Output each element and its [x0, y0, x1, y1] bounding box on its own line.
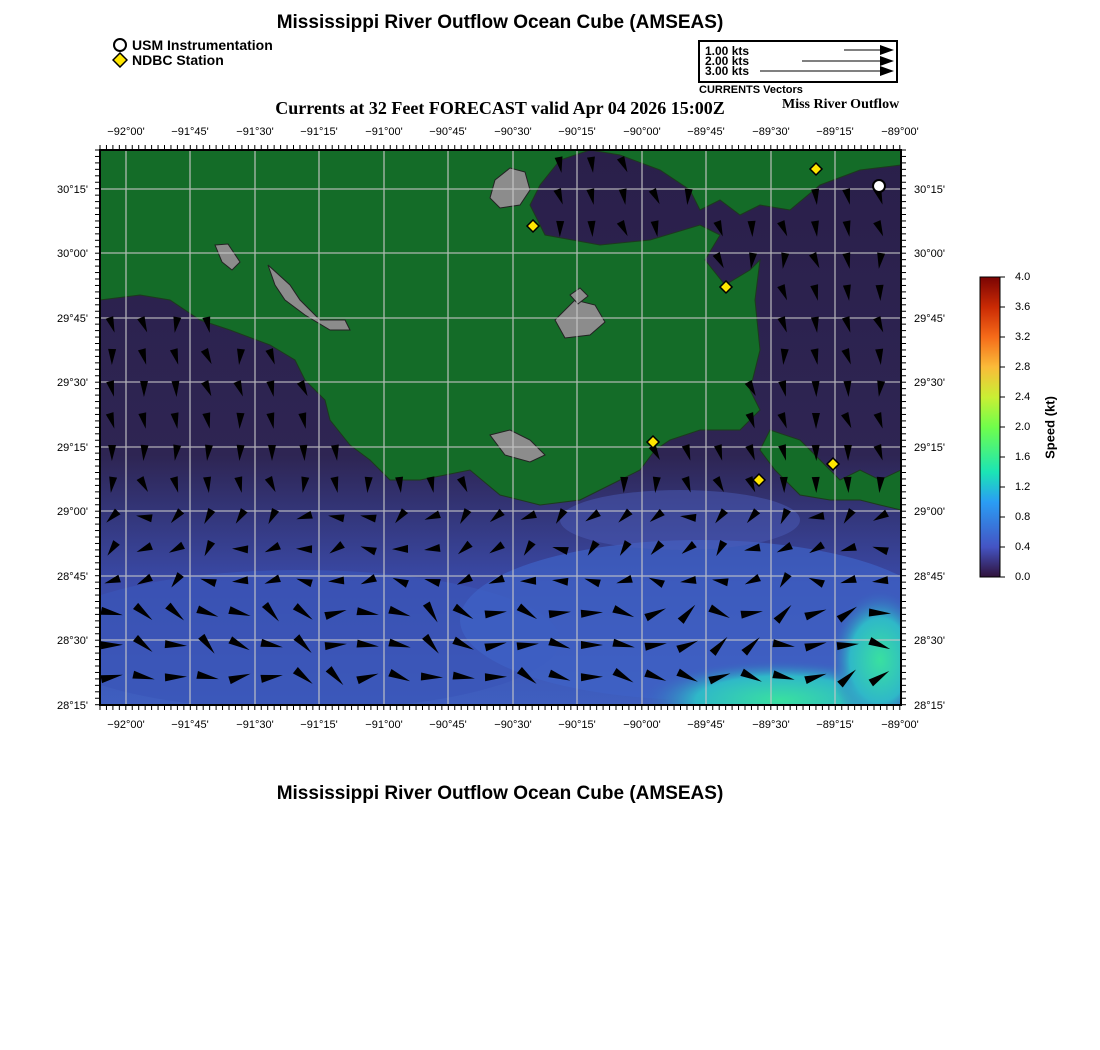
legend-usm-label: USM Instrumentation — [132, 37, 273, 53]
lon-tick-label: −91°15' — [300, 126, 338, 138]
lon-tick-label: −89°30' — [752, 719, 790, 731]
vector-legend-row: 2.00 kts — [705, 54, 750, 68]
lat-tick-label: 28°45' — [57, 571, 88, 583]
lon-tick-label: −91°30' — [236, 719, 274, 731]
lon-tick-label: −91°00' — [365, 719, 403, 731]
lat-tick-label: 29°00' — [914, 506, 945, 518]
lon-tick-label: −90°45' — [429, 126, 467, 138]
lon-tick-label: −91°30' — [236, 126, 274, 138]
lat-labels-left — [57, 184, 88, 712]
lon-tick-label: −89°15' — [816, 719, 854, 731]
lat-tick-label: 28°30' — [57, 635, 88, 647]
lon-tick-label: −90°15' — [558, 126, 596, 138]
lat-tick-label: 30°15' — [57, 184, 88, 196]
lat-tick-label: 28°15' — [914, 700, 945, 712]
lat-tick-label: 29°45' — [57, 313, 88, 325]
lat-tick-label: 29°15' — [914, 442, 945, 454]
lat-tick-label: 30°00' — [57, 248, 88, 260]
colorbar-tick: 2.4 — [1015, 391, 1031, 403]
forecast-subtitle: Currents at 32 Feet FORECAST valid Apr 04 2026 15:00Z — [275, 98, 725, 118]
lon-tick-label: −90°45' — [429, 719, 467, 731]
vector-legend-row: 1.00 kts — [705, 44, 750, 58]
lon-tick-label: −91°15' — [300, 719, 338, 731]
lat-tick-label: 30°15' — [914, 184, 945, 196]
colorbar-tick: 0.0 — [1015, 571, 1031, 583]
lon-tick-label: −89°30' — [752, 126, 790, 138]
colorbar-tick: 1.2 — [1015, 481, 1031, 493]
colorbar-title: Speed (kt) — [1042, 396, 1058, 459]
lon-tick-label: −89°00' — [881, 126, 919, 138]
lon-tick-label: −91°00' — [365, 126, 403, 138]
vector-legend-row: 3.00 kts — [705, 64, 750, 78]
lat-tick-label: 30°00' — [914, 248, 945, 260]
colorbar-tick: 2.8 — [1015, 361, 1031, 373]
region-label: Miss River Outflow — [782, 97, 900, 112]
lon-tick-label: −89°00' — [881, 719, 919, 731]
lon-tick-label: −92°00' — [107, 126, 145, 138]
lon-tick-label: −89°45' — [687, 719, 725, 731]
lat-tick-label: 28°45' — [914, 571, 945, 583]
lat-tick-label: 28°15' — [57, 700, 88, 712]
lat-tick-label: 29°30' — [914, 377, 945, 389]
lat-tick-label: 28°30' — [914, 635, 945, 647]
lon-tick-label: −89°45' — [687, 126, 725, 138]
lon-tick-label: −91°45' — [171, 126, 209, 138]
lat-labels-right — [914, 184, 945, 712]
legend-ndbc-label: NDBC Station — [132, 52, 224, 68]
lon-tick-label: −89°15' — [816, 126, 854, 138]
colorbar-tick: 3.2 — [1015, 331, 1031, 343]
lat-tick-label: 29°30' — [57, 377, 88, 389]
colorbar-tick: 4.0 — [1015, 271, 1031, 283]
lon-tick-label: −90°30' — [494, 719, 532, 731]
lat-tick-label: 29°15' — [57, 442, 88, 454]
map-area — [40, 150, 940, 740]
lat-tick-label: 29°45' — [914, 313, 945, 325]
lon-tick-label: −90°00' — [623, 126, 661, 138]
lon-labels-bottom — [107, 719, 918, 731]
lon-labels-top — [107, 126, 918, 138]
lon-tick-label: −90°00' — [623, 719, 661, 731]
colorbar-tick: 3.6 — [1015, 301, 1031, 313]
colorbar-tick: 0.4 — [1015, 541, 1031, 553]
lon-tick-label: −91°45' — [171, 719, 209, 731]
vector-legend-caption: CURRENTS Vectors — [699, 84, 803, 96]
usm-station-marker — [873, 180, 885, 192]
lon-tick-label: −90°15' — [558, 719, 596, 731]
colorbar-tick: 1.6 — [1015, 451, 1031, 463]
lon-tick-label: −92°00' — [107, 719, 145, 731]
lat-tick-label: 29°00' — [57, 506, 88, 518]
colorbar-tick: 0.8 — [1015, 511, 1031, 523]
colorbar-tick: 2.0 — [1015, 421, 1031, 433]
bottom-title: Mississippi River Outflow Ocean Cube (AMSEAS) — [276, 783, 724, 804]
lon-tick-label: −90°30' — [494, 126, 532, 138]
main-title: Mississippi River Outflow Ocean Cube (AMSEAS) — [276, 12, 724, 33]
